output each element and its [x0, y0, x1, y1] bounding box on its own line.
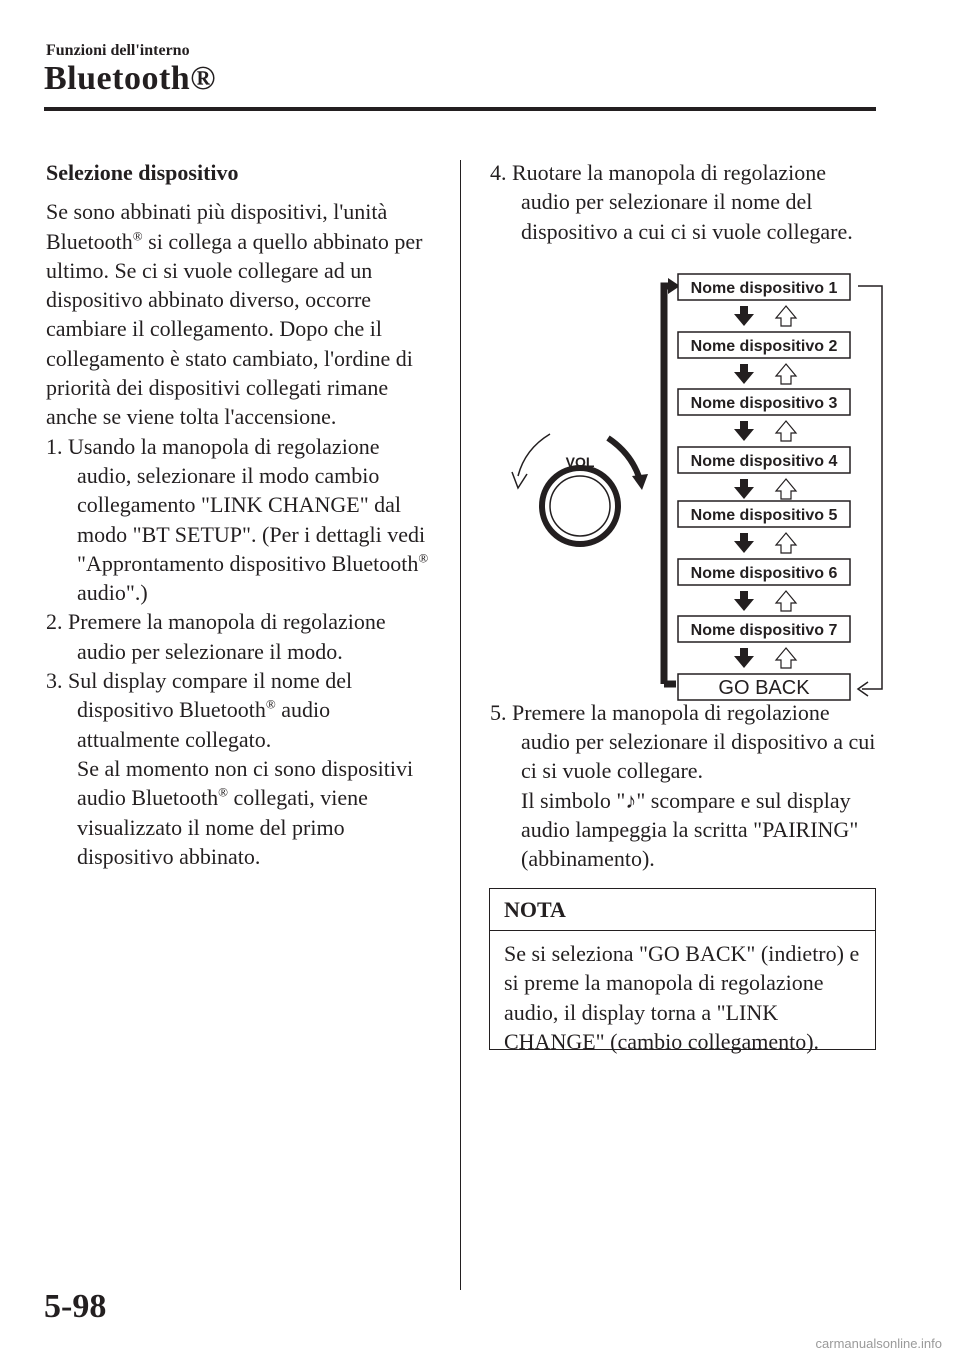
left-column	[46, 158, 436, 871]
column-divider	[460, 160, 461, 1290]
step-1: 1. Usando la manopola di regolazione audio, selezionare il modo cambio collegamento "LINK CHANGE" dal modo "BT SETUP". (Per i dettagli vedi "Approntamento dispositivo Bluetooth® audio".)	[46, 433, 429, 606]
up-arrow-icon	[776, 306, 796, 326]
device-box-2	[678, 332, 850, 358]
go-back-box	[678, 674, 850, 700]
up-arrow-icon	[776, 364, 796, 384]
go-back-label: GO BACK	[718, 677, 810, 699]
device-name-4: Nome dispositivo 4	[690, 453, 838, 470]
device-name-5: Nome dispositivo 5	[690, 507, 838, 524]
device-name-7: Nome dispositivo 7	[690, 622, 838, 639]
page-title: Bluetooth®	[44, 60, 217, 97]
watermark: carmanualsonline.info	[815, 1336, 942, 1351]
step-3: 3. Sul display compare il nome del dispositivo Bluetooth® audio attualmente collegato.	[46, 668, 353, 752]
up-arrow-icon	[776, 421, 796, 441]
device-box-5	[678, 501, 850, 527]
step-3-note: Se al momento non ci sono dispositivi audio Bluetooth® collegati, viene visualizzato il nome del primo dispositivo abbinato.	[77, 755, 414, 869]
volume-knob	[542, 454, 618, 544]
up-arrow-icon	[776, 648, 796, 668]
note-text: Se si seleziona "GO BACK" (indietro) e si preme la manopola di regolazione audio, il display torna a "LINK CHANGE" (cambio collegamento).	[504, 941, 860, 1054]
note-box	[489, 888, 876, 1054]
device-box-4	[678, 447, 850, 473]
back-bracket	[858, 286, 882, 689]
up-arrow-icon	[776, 591, 796, 611]
down-arrow-icon	[734, 648, 754, 668]
header-rule	[44, 107, 876, 111]
device-name-6: Nome dispositivo 6	[690, 565, 838, 582]
step-5: 5. Premere la manopola di regolazione audio per selezionare il dispositivo a cui ci si vuole collegare.	[490, 699, 876, 784]
forward-bracket	[664, 286, 672, 684]
device-box-1	[678, 274, 850, 300]
device-diagram	[500, 264, 900, 704]
page-number: 5-98	[44, 1288, 107, 1325]
section-label: Funzioni dell'interno	[46, 42, 190, 59]
down-arrow-icon	[734, 533, 754, 553]
device-name-1: Nome dispositivo 1	[690, 280, 838, 297]
rotate-ccw-arrow-icon	[518, 434, 550, 476]
device-box-7	[678, 616, 850, 642]
device-name-2: Nome dispositivo 2	[690, 338, 838, 355]
down-arrow-icon	[734, 479, 754, 499]
step-2: 2. Premere la manopola di regolazione audio per selezionare il modo.	[46, 609, 386, 664]
up-arrow-icon	[776, 479, 796, 499]
device-name-3: Nome dispositivo 3	[690, 395, 838, 412]
note-title: NOTA	[490, 889, 875, 931]
down-arrow-icon	[734, 306, 754, 326]
intro-paragraph: Se sono abbinati più dispositivi, l'unità Bluetooth® si collega a quello abbinato per ultimo. Se ci si vuole collegare ad un dispositivo abbinato diverso, occorre cambiare il collegamento. Dopo che il collegamento è stato cambiato, l'ordine di priorità dei dispositivi collegati rimane anche se viene tolta l'accensione.	[46, 199, 423, 430]
vol-label: VOL	[565, 454, 595, 470]
step-4: 4. Ruotare la manopola di regolazione audio per selezionare il nome del dispositivo a cui ci si vuole collegare.	[490, 160, 853, 244]
up-arrow-icon	[776, 533, 796, 553]
rotate-cw-arrow-icon	[608, 438, 640, 480]
device-box-6	[678, 559, 850, 585]
section-heading: Selezione dispositivo	[46, 160, 239, 185]
down-arrow-icon	[734, 591, 754, 611]
down-arrow-icon	[734, 421, 754, 441]
device-selection-figure	[500, 264, 900, 704]
down-arrow-icon	[734, 364, 754, 384]
device-box-3	[678, 389, 850, 415]
music-note-icon: ♪	[625, 787, 637, 813]
step-5-detail: Il simbolo "♪" scompare e sul display audio lampeggia la scritta "PAIRING" (abbinamento).	[521, 787, 859, 872]
